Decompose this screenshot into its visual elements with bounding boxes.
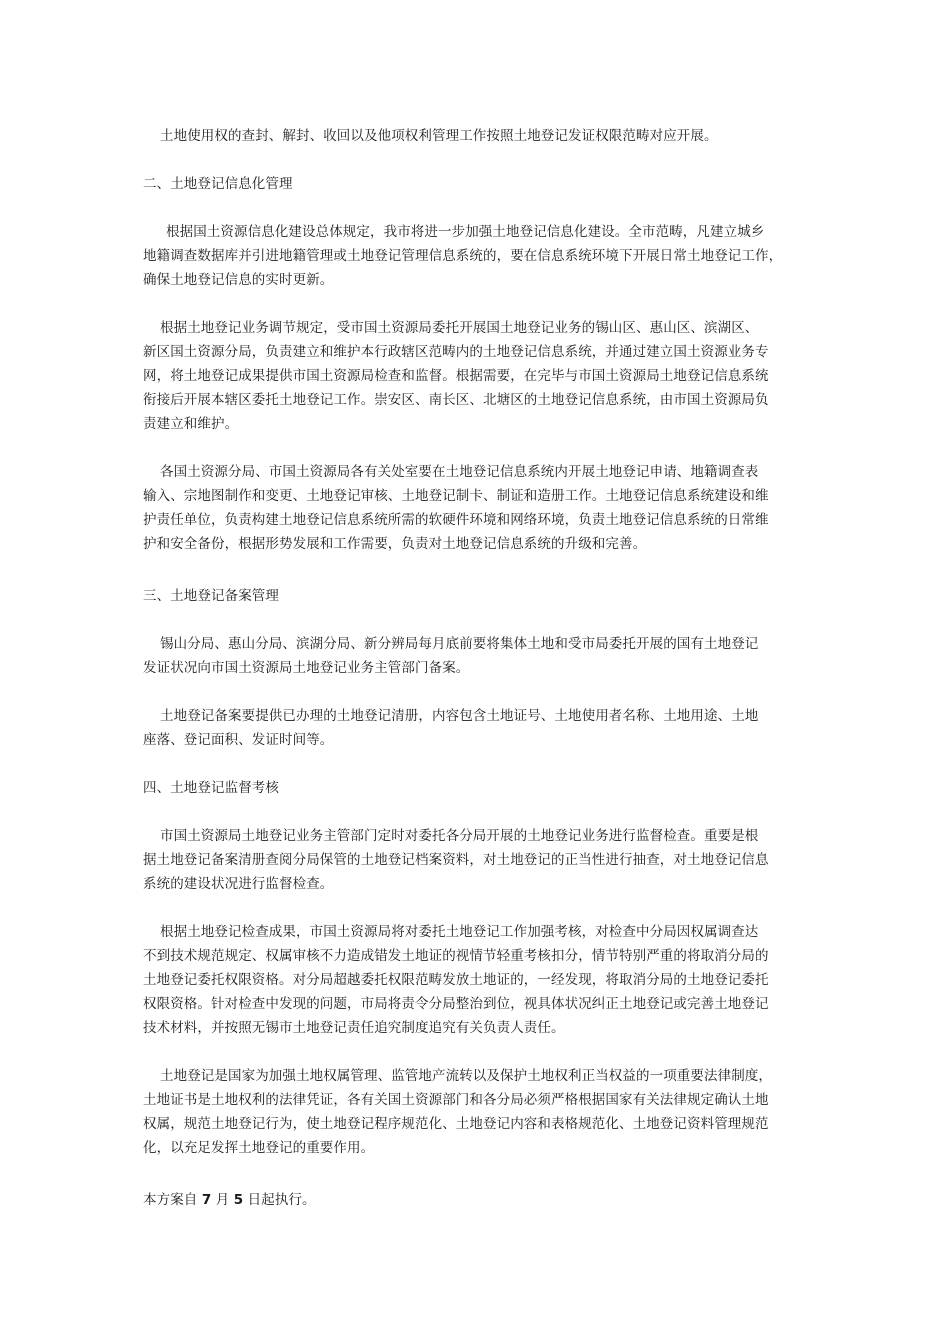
section-heading: 三、土地登记备案管理 <box>143 588 279 604</box>
closing-line <box>143 1188 316 1212</box>
paragraph-line: 据土地登记备案清册查阅分局保管的土地登记档案资料，对土地登记的正当性进行抽查，对土地登记信息 <box>143 852 769 868</box>
paragraph-line: 土地登记备案要提供已办理的土地登记清册，内容包含土地证号、土地使用者名称、土地用途、土地 <box>160 708 759 724</box>
paragraph-line: 锡山分局、惠山分局、滨湖分局、新分辨局每月底前要将集体土地和受市局委托开展的国有土地登记 <box>160 636 759 652</box>
paragraph-line: 责建立和维护。 <box>143 416 239 432</box>
section-heading: 四、土地登记监督考核 <box>143 780 279 796</box>
paragraph-line: 发证状况向市国土资源局土地登记业务主管部门备案。 <box>143 660 470 676</box>
paragraph-line: 技术材料，并按照无锡市土地登记责任追究制度追究有关负责人责任。 <box>143 1020 565 1036</box>
paragraph-line: 座落、登记面积、发证时间等。 <box>143 732 334 748</box>
paragraph-line: 系统的建设状况进行监督检查。 <box>143 876 334 892</box>
paragraph-line: 网，将土地登记成果提供市国土资源局检查和监督。根据需要，在完毕与市国土资源局土地登记信息系统 <box>143 368 769 384</box>
paragraph-line: 根据土地登记检查成果，市国土资源局将对委托土地登记工作加强考核，对检查中分局因权属调查达 <box>160 924 759 940</box>
paragraph-line: 权属，规范土地登记行为，使土地登记程序规范化、土地登记内容和表格规范化、土地登记资料管理规范 <box>143 1116 769 1132</box>
closing-day: 5 <box>233 1192 244 1208</box>
paragraph-line: 护和安全备份，根据形势发展和工作需要，负责对土地登记信息系统的升级和完善。 <box>143 536 647 552</box>
paragraph-line: 土地登记是国家为加强土地权属管理、监管地产流转以及保护土地权利正当权益的一项重要法律制度， <box>160 1068 772 1084</box>
section-heading: 二、土地登记信息化管理 <box>143 176 293 192</box>
paragraph-line: 市国土资源局土地登记业务主管部门定时对委托各分局开展的土地登记业务进行监督检查。重要是根 <box>160 828 759 844</box>
paragraph-line: 地籍调查数据库并引进地籍管理或土地登记管理信息系统的，要在信息系统环境下开展日常土地登记工作， <box>143 248 783 264</box>
closing-text-pre: 本方案自 <box>143 1192 198 1208</box>
paragraph-line: 根据土地登记业务调节规定，受市国土资源局委托开展国土地登记业务的锡山区、惠山区、滨湖区、 <box>160 320 759 336</box>
closing-month: 7 <box>201 1192 212 1208</box>
paragraph-line: 土地证书是土地权利的法律凭证，各有关国土资源部门和各分局必须严格根据国家有关法律规定确认土地 <box>143 1092 769 1108</box>
paragraph-line: 各国土资源分局、市国土资源局各有关处室要在土地登记信息系统内开展土地登记申请、地籍调查表 <box>160 464 759 480</box>
paragraph-line: 新区国土资源分局，负责建立和维护本行政辖区范畴内的土地登记信息系统，并通过建立国土资源业务专 <box>143 344 769 360</box>
paragraph-line: 衔接后开展本辖区委托土地登记工作。崇安区、南长区、北塘区的土地登记信息系统，由市国土资源局负 <box>143 392 769 408</box>
paragraph-line: 不到技术规范规定、权属审核不力造成错发土地证的视情节轻重考核扣分，情节特别严重的将取消分局的 <box>143 948 769 964</box>
paragraph-line: 确保土地登记信息的实时更新。 <box>143 272 334 288</box>
paragraph-line: 根据国土资源信息化建设总体规定，我市将进一步加强土地登记信息化建设。全市范畴，凡建立城乡 <box>166 224 765 240</box>
paragraph-line: 权限资格。针对检查中发现的问题，市局将责令分局整治到位，视具体状况纠正土地登记或完善土地登记 <box>143 996 769 1012</box>
closing-text-month: 月 <box>215 1192 230 1208</box>
paragraph-line: 输入、宗地图制作和变更、土地登记审核、土地登记制卡、制证和造册工作。土地登记信息系统建设和维 <box>143 488 769 504</box>
closing-text-post: 日起执行。 <box>247 1192 316 1208</box>
paragraph-line: 土地登记委托权限资格。对分局超越委托权限范畴发放土地证的，一经发现，将取消分局的土地登记委托 <box>143 972 769 988</box>
paragraph-line: 土地使用权的查封、解封、收回以及他项权利管理工作按照土地登记发证权限范畴对应开展。 <box>160 128 718 144</box>
paragraph-line: 护责任单位，负责构建土地登记信息系统所需的软硬件环境和网络环境，负责土地登记信息系统的日常维 <box>143 512 769 528</box>
paragraph-line: 化，以充足发挥土地登记的重要作用。 <box>143 1140 375 1156</box>
